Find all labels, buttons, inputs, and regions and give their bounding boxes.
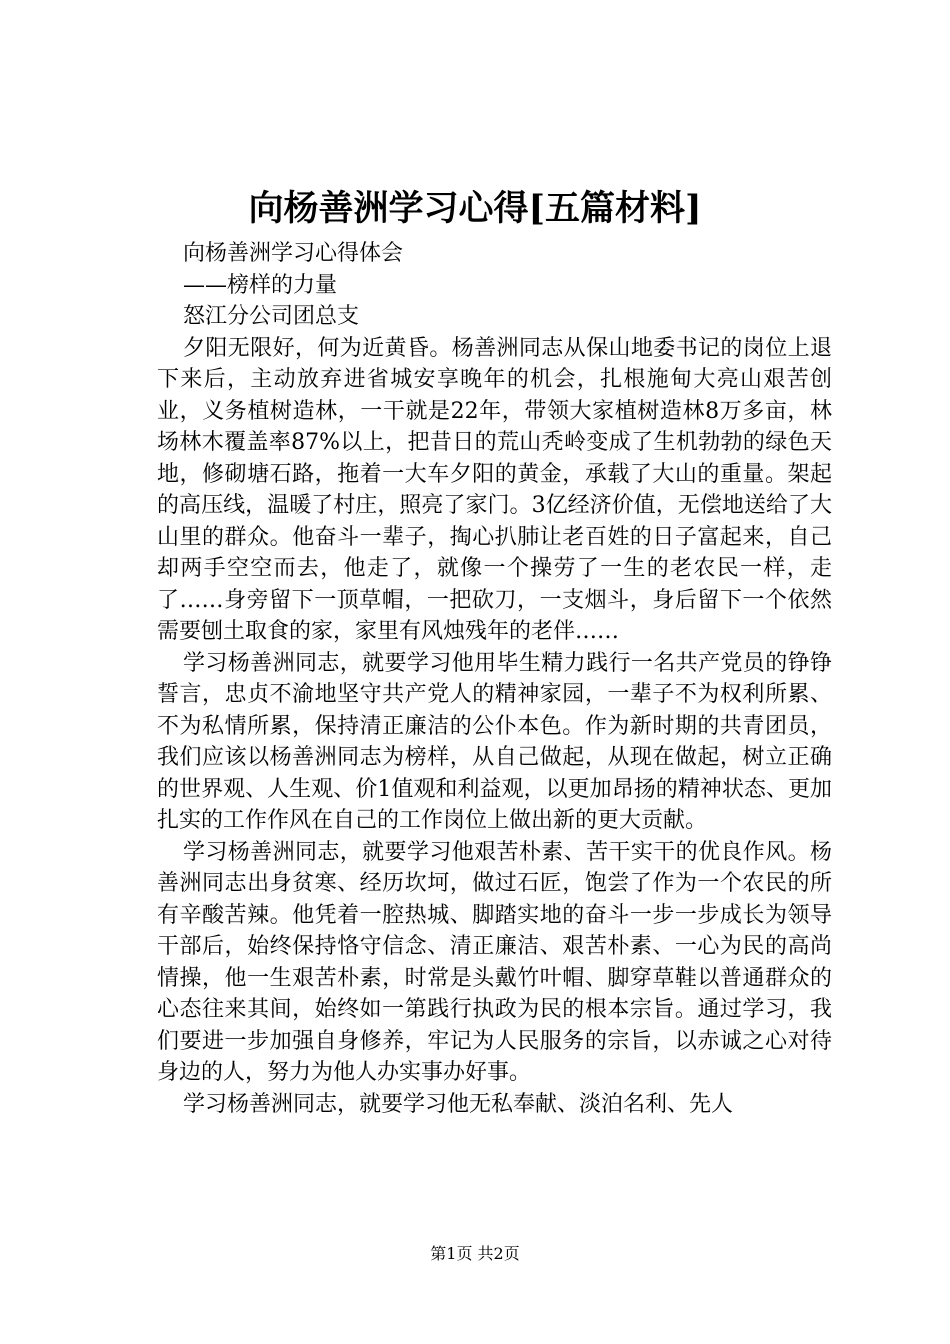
paragraph-1: 夕阳无限好，何为近黄昏。杨善洲同志从保山地委书记的岗位上退下来后，主动放弃进省城安享晚年的机会，扎根施甸大亮山艰苦创业，义务植树造林，一干就是22年，带领大家植树造林8万多亩，林场林木覆盖率87%以上，把昔日的荒山秃岭变成了生机勃勃的绿色天地，修砌塘石路，拖着一大车夕阳的黄金，承载了大山的重量。架起的高压线，温暖了村庄，照亮了家门。3亿经济价值，无偿地送给了大山里的群众。他奋斗一辈子，掏心扒肺让老百姓的日子富起来，自己却两手空空而去，他走了，就像一个操劳了一生的老农民一样，走了……身旁留下一顶草帽，一把砍刀，一支烟斗，身后留下一个依然需要刨土取食的家，家里有风烛残年的老伴……	[157, 335, 832, 644]
document-body	[157, 238, 832, 1120]
page-number-footer: 第1页 共2页	[430, 1244, 520, 1263]
subheading-author: 怒江分公司团总支	[183, 304, 360, 329]
paragraph-4: 学习杨善洲同志，就要学习他无私奉献、淡泊名利、先人	[183, 1091, 734, 1117]
paragraph-3: 学习杨善洲同志，就要学习他艰苦朴素、苦干实干的优良作风。杨善洲同志出身贫寒、经历坎坷，做过石匠，饱尝了作为一个农民的所有辛酸苦辣。他凭着一腔热城、脚踏实地的奋斗一步一步成长为领导干部后，始终保持恪守信念、清正廉洁、艰苦朴素、一心为民的高尚情操，他一生艰苦朴素，时常是头戴竹叶帽、脚穿草鞋以普通群众的心态往来其间，始终如一第践行执政为民的根本宗旨。通过学习，我们要进一步加强自身修养，牢记为人民服务的宗旨，以赤诚之心对待身边的人，努力为他人办实事办好事。	[157, 839, 832, 1085]
document-title: 向杨善洲学习心得[五篇材料]	[248, 188, 702, 229]
subheading-title: 向杨善洲学习心得体会	[183, 241, 404, 266]
paragraph-2: 学习杨善洲同志，就要学习他用毕生精力践行一名共产党员的铮铮誓言，忠贞不渝地坚守共产党人的精神家园，一辈子不为权利所累、不为私情所累，保持清正廉洁的公仆本色。作为新时期的共青团员，我们应该以杨善洲同志为榜样，从自己做起，从现在做起，树立正确的世界观、人生观、价1值观和利益观，以更加昂扬的精神状态、更加扎实的工作作风在自己的工作岗位上做出新的更大贡献。	[157, 650, 832, 833]
subheading-theme: ——榜样的力量	[183, 272, 338, 298]
